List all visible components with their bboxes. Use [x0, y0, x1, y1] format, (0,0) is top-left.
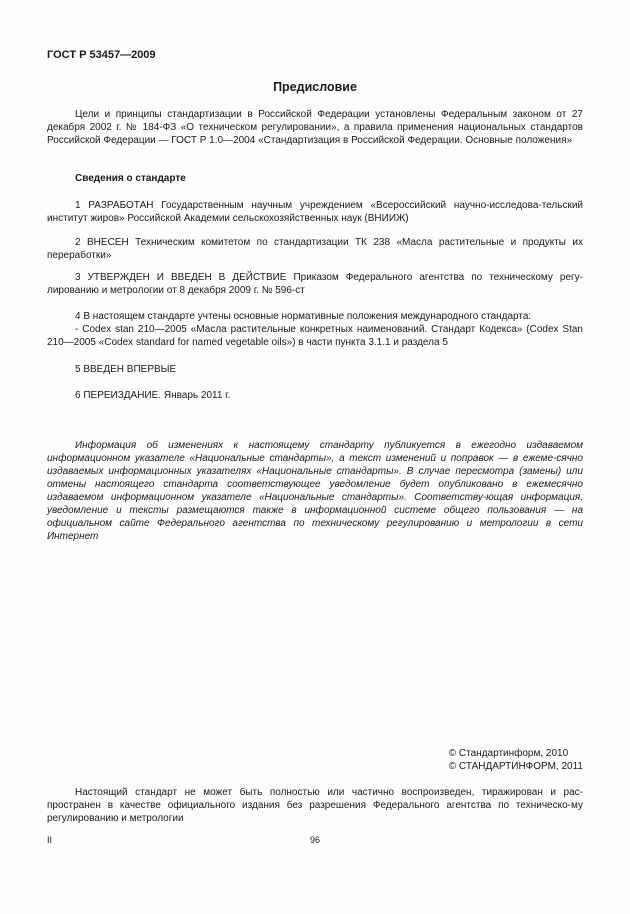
item-4-sub: - Codex stan 210—2005 «Масла растительные конкретных наименований. Стандарт Кодекса» (Codex Stan 210—2005 «Codex standard for named vegetable oils») в части пункта 3.1.1 и раздела 5: [47, 324, 583, 348]
item-4: 4 В настоящем стандарте учтены основные нормативные положения международного стандарта:: [75, 311, 532, 322]
copyright-block: [449, 747, 583, 773]
page-title: Предисловие: [273, 80, 357, 94]
item-3: 3 УТВЕРЖДЕН И ВВЕДЕН В ДЕЙСТВИЕ Приказом Федерального агентства по техническому регу-лированию и метрологии от 8 декабря 2009 г. № 596-ст: [47, 272, 583, 296]
footer-roman-page: ІІ: [47, 835, 53, 845]
item-1: 1 РАЗРАБОТАН Государственным научным учреждением «Всероссийский научно-исследова-тельский институт жиров» Российской Академии сельскохозяйственных наук (ВНИИЖ): [47, 200, 583, 224]
reproduction-notice: Настоящий стандарт не может быть полностью или частично воспроизведен, тиражирован и рас-пространен в качестве официального издания без разрешения Федерального агентства по техническо-му регулированию и метрологии: [47, 787, 583, 824]
footer-page-number: 96: [309, 835, 320, 845]
info-paragraph: Информация об изменениях к настоящему стандарту публикуется в ежегодно издаваемом информационном указателе «Национальные стандарты», а текст изменений и поправок — в ежеме-сячно издаваемых информационных указателях «Национальные стандарты». В случае пересмотра (замены) или отмены настоящего стандарта соответствующее уведомление будет опубликовано в ежемесячно издаваемом информационном указателе «Национальные стандарты». Соответству-ющая информация, уведомление и тексты размещаются также в информационной системе общего пользования — на официальном сайте Федерального агентства по техническому регулированию и метрологии в сети Интернет: [47, 440, 583, 542]
section-heading: Сведения о стандарте: [75, 173, 186, 184]
item-2: 2 ВНЕСЕН Техническим комитетом по стандартизации ТК 238 «Масла растительные и продукты их переработки»: [47, 237, 583, 261]
item-5: 5 ВВЕДЕН ВПЕРВЫЕ: [75, 364, 177, 375]
item-6: 6 ПЕРЕИЗДАНИЕ. Январь 2011 г.: [75, 390, 231, 401]
intro-paragraph: Цели и принципы стандартизации в Российской Федерации установлены Федеральным законом от 27 декабря 2002 г. № 184-ФЗ «О техническом регулировании», а правила применения национальных стандартов Российской Федерации — ГОСТ Р 1.0—2004 «Стандартизация в Российской Федерации. Основные положения»: [47, 109, 583, 146]
copyright-line-1: © Стандартинформ, 2010: [448, 748, 569, 759]
document-code: ГОСТ Р 53457—2009: [47, 49, 156, 61]
copyright-line-2: © СТАНДАРТИНФОРМ, 2011: [448, 761, 583, 772]
